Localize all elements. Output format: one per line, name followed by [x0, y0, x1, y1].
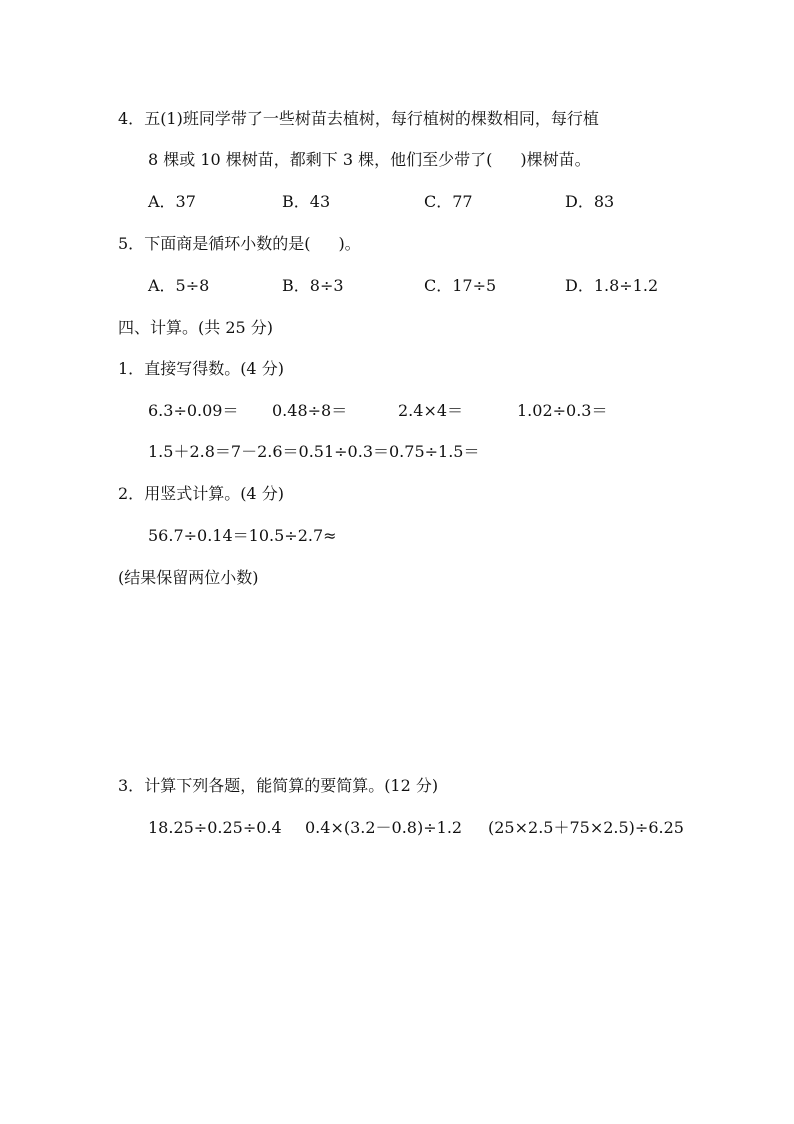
note: (结果保留两位小数) — [118, 568, 259, 587]
part-number: 1． — [118, 359, 145, 378]
section-title: 四、计算。(共 25 分) — [118, 318, 274, 337]
option-d[interactable]: D．1.8÷1.2 — [565, 276, 659, 295]
option-c[interactable]: C．17÷5 — [424, 276, 497, 295]
question-4 — [118, 108, 599, 130]
option-c[interactable]: C．77 — [424, 192, 473, 211]
question-5 — [118, 233, 361, 255]
option-d[interactable]: D．83 — [565, 192, 615, 211]
part-title: 计算下列各题，能简算的要简算。(12 分) — [144, 776, 439, 795]
part-title: 直接写得数。(4 分) — [144, 359, 284, 378]
expression: 0.48÷8＝ — [272, 401, 348, 420]
question-text: 8 棵或 10 棵树苗，都剩下 3 棵，他们至少带了( — [148, 150, 493, 169]
question-text: 下面商是循环小数的是( — [144, 234, 311, 253]
part-2-heading — [118, 483, 284, 505]
part-title: 用竖式计算。(4 分) — [144, 484, 284, 503]
expression-row: 56.7÷0.14＝10.5÷2.7≈ — [148, 526, 337, 545]
expression: 2.4×4＝ — [398, 401, 464, 420]
part-3-heading — [118, 775, 438, 797]
part-number: 2． — [118, 484, 145, 503]
question-number: 5． — [118, 234, 145, 253]
expression: 0.4×(3.2－0.8)÷1.2 — [305, 818, 463, 837]
expression: (25×2.5＋75×2.5)÷6.25 — [488, 818, 684, 837]
expression: 6.3÷0.09＝ — [148, 401, 239, 420]
expression: 1.02÷0.3＝ — [517, 401, 608, 420]
question-text: 五(1)班同学带了一些树苗去植树，每行植树的棵数相同，每行植 — [144, 109, 599, 128]
question-number: 4． — [118, 109, 145, 128]
option-b[interactable]: B．8÷3 — [282, 276, 344, 295]
part-number: 3． — [118, 776, 145, 795]
question-text: )。 — [338, 234, 361, 253]
option-a[interactable]: A．5÷8 — [148, 276, 210, 295]
expression-row: 1.5＋2.8＝7－2.6＝0.51÷0.3＝0.75÷1.5＝ — [148, 442, 480, 461]
question-4-line-2 — [148, 149, 591, 171]
expression: 18.25÷0.25÷0.4 — [148, 818, 282, 837]
question-text: )棵树苗。 — [520, 150, 591, 169]
option-b[interactable]: B．43 — [282, 192, 331, 211]
part-1-heading — [118, 358, 284, 380]
option-a[interactable]: A．37 — [148, 192, 196, 211]
